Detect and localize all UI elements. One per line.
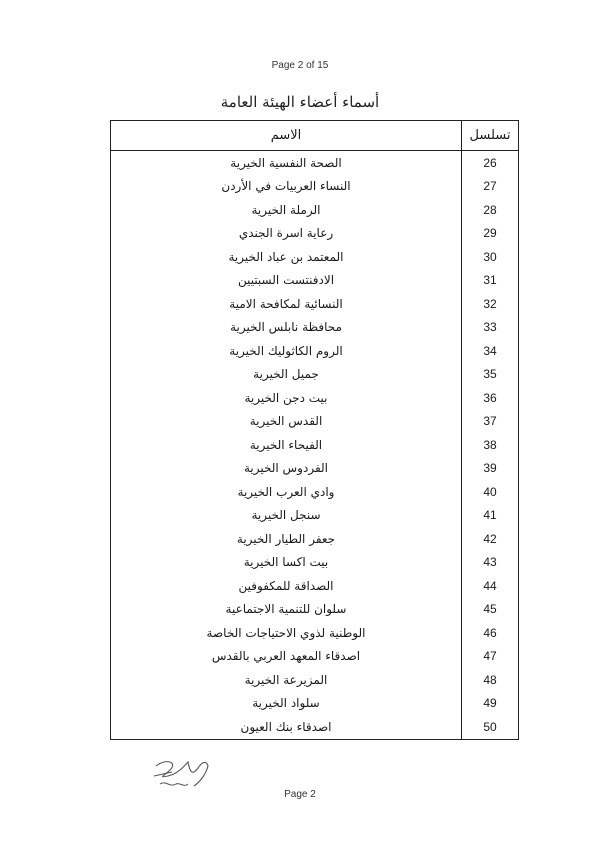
- table-row: [111, 269, 519, 293]
- table-row: [111, 692, 519, 716]
- table-row: [111, 433, 519, 457]
- row-name: النسائية لمكافحة الامية: [111, 292, 462, 316]
- row-name: محافظة نابلس الخيرية: [111, 316, 462, 340]
- row-name: الصداقة للمكفوفين: [111, 574, 462, 598]
- row-seq: 41: [462, 504, 519, 528]
- row-seq: 47: [462, 645, 519, 669]
- row-name: الفردوس الخيرية: [111, 457, 462, 481]
- row-seq: 35: [462, 363, 519, 387]
- table-row: [111, 645, 519, 669]
- document-title: أسماء أعضاء الهيئة العامة: [220, 93, 380, 111]
- table-row: [111, 480, 519, 504]
- table-header-row: [111, 121, 519, 151]
- row-seq: 50: [462, 715, 519, 739]
- row-seq: 31: [462, 269, 519, 293]
- table-row: [111, 715, 519, 739]
- row-seq: 29: [462, 222, 519, 246]
- row-name: المزيرعة الخيرية: [111, 668, 462, 692]
- table-row: [111, 151, 519, 175]
- table-row: [111, 245, 519, 269]
- row-name: بيت اكسا الخيرية: [111, 551, 462, 575]
- row-name: بيت دجن الخيرية: [111, 386, 462, 410]
- row-seq: 42: [462, 527, 519, 551]
- row-name: سنجل الخيرية: [111, 504, 462, 528]
- row-name: رعاية اسرة الجندي: [111, 222, 462, 246]
- row-name: اصدقاء بنك العيون: [111, 715, 462, 739]
- row-seq: 49: [462, 692, 519, 716]
- table-row: [111, 175, 519, 199]
- row-seq: 38: [462, 433, 519, 457]
- table-row: [111, 363, 519, 387]
- table-row: [111, 316, 519, 340]
- page-header: Page 2 of 15: [271, 60, 329, 71]
- row-name: المعتمد بن عباد الخيرية: [111, 245, 462, 269]
- row-name: النساء العربيات في الأردن: [111, 175, 462, 199]
- row-seq: 30: [462, 245, 519, 269]
- row-name: الفيحاء الخيرية: [111, 433, 462, 457]
- table-row: [111, 621, 519, 645]
- row-name: سلوان للتنمية الاجتماعية: [111, 598, 462, 622]
- row-name: الروم الكاثوليك الخيرية: [111, 339, 462, 363]
- table-row: [111, 222, 519, 246]
- table-row: [111, 668, 519, 692]
- table-row: [111, 527, 519, 551]
- row-seq: 33: [462, 316, 519, 340]
- row-name: الصحة النفسية الخيرية: [111, 151, 462, 175]
- table-row: [111, 504, 519, 528]
- row-seq: 32: [462, 292, 519, 316]
- row-seq: 46: [462, 621, 519, 645]
- page-footer: Page 2: [284, 789, 316, 800]
- row-name: الوطنية لذوي الاحتياجات الخاصة: [111, 621, 462, 645]
- table-row: [111, 386, 519, 410]
- row-name: الرملة الخيرية: [111, 198, 462, 222]
- row-seq: 27: [462, 175, 519, 199]
- row-seq: 44: [462, 574, 519, 598]
- row-seq: 36: [462, 386, 519, 410]
- row-seq: 26: [462, 151, 519, 175]
- table-row: [111, 551, 519, 575]
- row-seq: 34: [462, 339, 519, 363]
- row-seq: 40: [462, 480, 519, 504]
- table-row: [111, 410, 519, 434]
- row-seq: 37: [462, 410, 519, 434]
- row-seq: 43: [462, 551, 519, 575]
- row-seq: 45: [462, 598, 519, 622]
- row-seq: 39: [462, 457, 519, 481]
- table-row: [111, 457, 519, 481]
- row-name: الادفنتست السبتيين: [111, 269, 462, 293]
- header-seq: تسلسل: [462, 121, 519, 151]
- members-table: [110, 120, 519, 740]
- row-name: جعفر الطيار الخيرية: [111, 527, 462, 551]
- table-row: [111, 198, 519, 222]
- table-row: [111, 598, 519, 622]
- row-seq: 28: [462, 198, 519, 222]
- header-name: الاسم: [111, 121, 462, 151]
- row-seq: 48: [462, 668, 519, 692]
- row-name: القدس الخيرية: [111, 410, 462, 434]
- table-row: [111, 292, 519, 316]
- row-name: اصدقاء المعهد العربي بالقدس: [111, 645, 462, 669]
- table-row: [111, 339, 519, 363]
- row-name: جميل الخيرية: [111, 363, 462, 387]
- row-name: وادي العرب الخيرية: [111, 480, 462, 504]
- table-row: [111, 574, 519, 598]
- row-name: سلواد الخيرية: [111, 692, 462, 716]
